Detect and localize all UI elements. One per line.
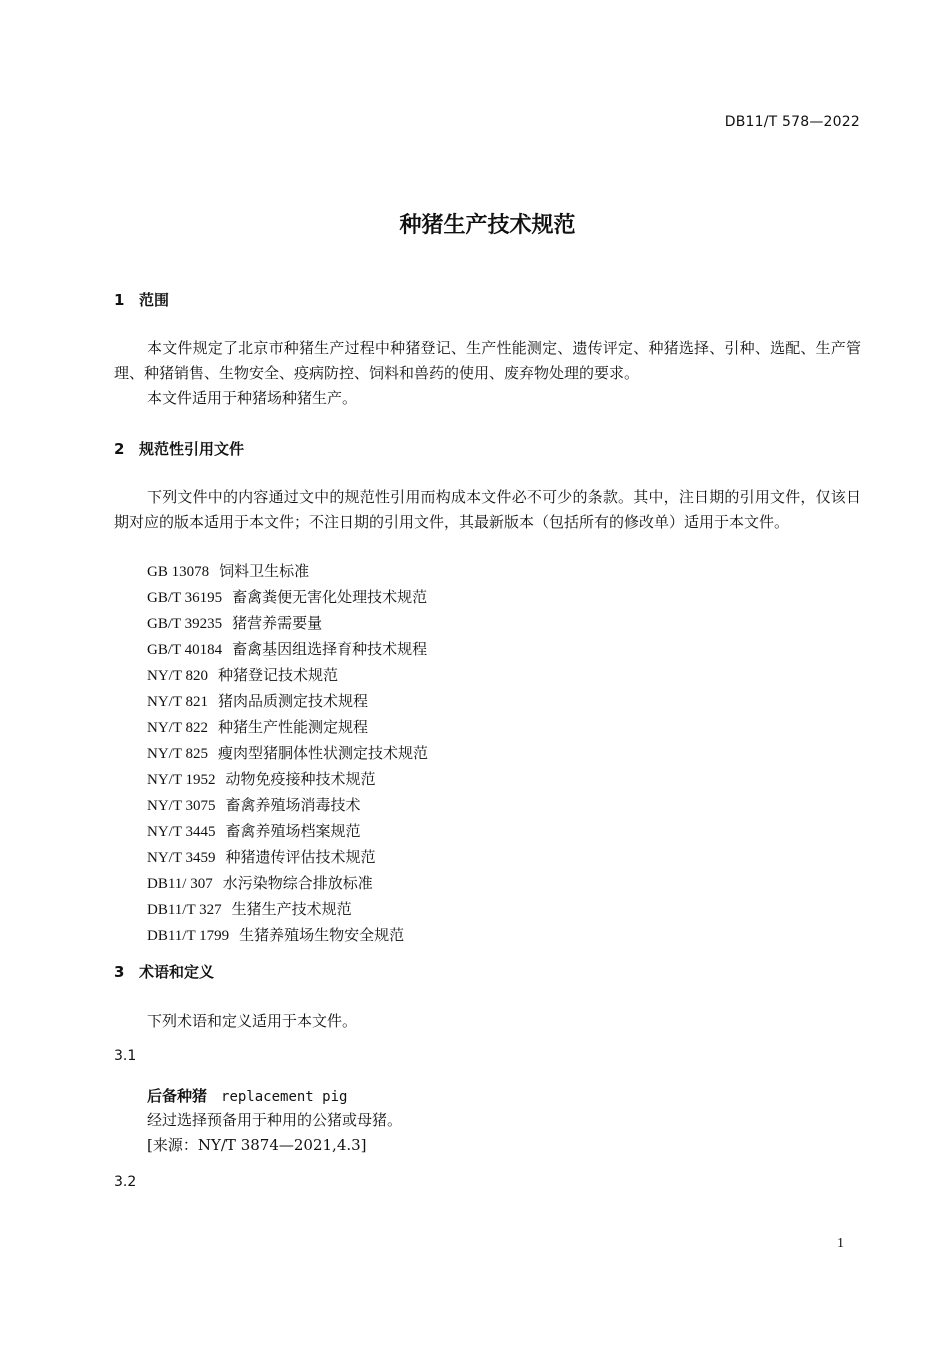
section-heading-terms — [114, 961, 214, 982]
list-item: GB 13078 饲料卫生标准 — [147, 562, 310, 580]
section-title: 术语和定义 — [139, 963, 215, 981]
term-number: 3.2 — [114, 1174, 137, 1190]
list-item: NY/T 3459 种猪遗传评估技术规范 — [147, 848, 376, 866]
term-number: 3.1 — [114, 1048, 137, 1064]
list-item: NY/T 3075 畜禽养殖场消毒技术 — [147, 796, 361, 814]
scope-paragraph-2: 本文件适用于种猪场种猪生产。 — [147, 389, 358, 407]
section-heading-scope — [114, 289, 169, 310]
term-source: [来源：NY/T 3874—2021,4.3] — [147, 1136, 367, 1154]
scope-paragraph-1: 本文件规定了北京市种猪生产过程中种猪登记、生产性能测定、遗传评定、种猪选择、引种、选配、生产管理、种猪销售、生物安全、疫病防控、饲料和兽药的使用、废弃物处理的要求。 — [114, 339, 861, 382]
list-item: NY/T 3445 畜禽养殖场档案规范 — [147, 822, 361, 840]
list-item: NY/T 820 种猪登记技术规范 — [147, 666, 338, 684]
list-item: NY/T 822 种猪生产性能测定规程 — [147, 718, 368, 736]
section-number: 2 — [114, 440, 125, 458]
list-item: NY/T 825 瘦肉型猪胴体性状测定技术规范 — [147, 744, 428, 762]
term-name-en: replacement pig — [221, 1089, 348, 1105]
section-number: 1 — [114, 291, 125, 309]
normative-intro: 下列文件中的内容通过文中的规范性引用而构成本文件必不可少的条款。其中，注日期的引用文件，仅该日期对应的版本适用于本文件；不注日期的引用文件，其最新版本（包括所有的修改单）适用于本文件。 — [114, 488, 861, 531]
document-title: 种猪生产技术规范 — [399, 213, 576, 238]
section-title: 范围 — [139, 291, 170, 309]
page-number: 1 — [837, 1236, 844, 1251]
list-item: DB11/T 1799 生猪养殖场生物安全规范 — [147, 926, 405, 944]
list-item: NY/T 821 猪肉品质测定技术规程 — [147, 692, 368, 710]
list-item: GB/T 36195 畜禽粪便无害化处理技术规范 — [147, 588, 428, 606]
term-name-zh: 后备种猪 — [147, 1087, 208, 1105]
list-item: NY/T 1952 动物免疫接种技术规范 — [147, 770, 376, 788]
section-heading-normative — [114, 438, 244, 459]
reference-list — [147, 559, 428, 949]
section-number: 3 — [114, 963, 125, 981]
term-definition: 经过选择预备用于种用的公猪或母猪。 — [147, 1111, 403, 1129]
document-code: DB11/T 578—2022 — [724, 114, 860, 130]
terms-intro: 下列术语和定义适用于本文件。 — [147, 1012, 358, 1030]
term-name — [147, 1085, 347, 1106]
list-item: GB/T 39235 猪营养需要量 — [147, 614, 323, 632]
list-item: DB11/T 327 生猪生产技术规范 — [147, 900, 352, 918]
section-title: 规范性引用文件 — [139, 440, 245, 458]
list-item: GB/T 40184 畜禽基因组选择育种技术规程 — [147, 640, 428, 658]
list-item: DB11/ 307 水污染物综合排放标准 — [147, 874, 373, 892]
